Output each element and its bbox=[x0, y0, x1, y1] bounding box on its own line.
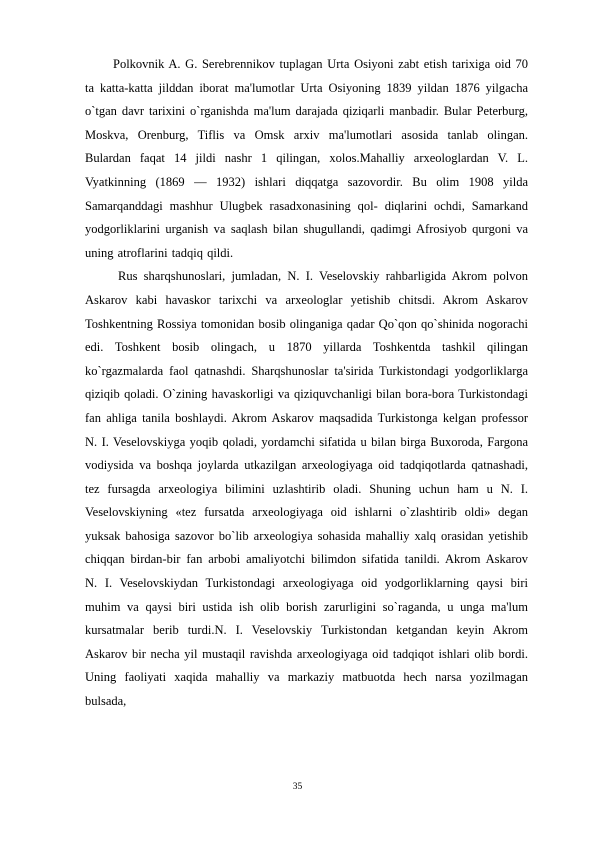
paragraph-1: Polkovnik A. G. Serebrennikov tuplagan Urta Osiyoni zabt etish tarixiga oid 70 ta katta-katta jilddan iborat ma'lumotlar Urta Osiyoning 1839 yildan 1876 yilgacha o`tgan davr tarixini o`rganishda ma'lum darajada qiziqarli manbadir. Bular Peterburg, Moskva, Orenburg, Tiflis va Omsk arxiv ma'lumotlari asosida tanlab olingan. Bulardan faqat 14 jildi nashr 1 qilingan, xolos.Mahalliy arxeologlardan V. L. Vyatkinning (1869 — 1932) ishlari diqqatga sazovordir. Bu olim 1908 yilda Samarqanddagi mashhur Ulugbek rasadxonasining qol- diqlarini ochdi, Samarkand yodgorliklarini urganish va saqlash bilan shugullandi, qadimgi Afrosiyob qurgoni va uning atroflarini tadqiq qildi. bbox=[85, 57, 528, 260]
page-number: 35 bbox=[292, 782, 303, 792]
body-text bbox=[85, 53, 528, 714]
paragraph-2: Rus sharqshunoslari, jumladan, N. I. Veselovskiy rahbarligida Akrom polvon Askarov kabi havaskor tarixchi va arxeologlar yetishib chitsdi. Akrom Askarov Toshkentning Rossiya tomonidan bosib olinganiga qadar Qo`qon qo`shinida nogorachi edi. Toshkent bosib olingach, u 1870 yillarda Toshkentda tashkil qilingan ko`rgazmalarda faol qatnashdi. Sharqshunoslar ta'sirida Turkistondagi yodgorliklarga qiziqib qoladi. O`zining havaskorligi va qiziquvchanligi bilan bora-bora Turkistondagi fan ahliga tanila boshlaydi. Akrom Askarov maqsadida Turkistonga kelgan professor N. I. Veselovskiyga yoqib qoladi, yordamchi sifatida u bilan birga Buxoroda, Fargona vodiysida va boshqa joylarda utkazilgan arxeologiyaga oid tadqiqotlarda qatnashadi, tez fursagda arxeologiya bilimini uzlashtirib oladi. Shuning uchun ham u N. I. Veselovskiyning «tez fursatda arxeologiyaga oid ishlarni o`zlashtirib oldi» degan yuksak bahosiga sazovor bo`lib arxeologiya sohasida mahalliy xalq orasidan yetishib chiqqan birdan-bir fan arbobi amaliyotchi bilimdon sifatida tanildi. Akrom Askarov N. I. Veselovskiydan Turkistondagi arxeologiyaga oid yodgorliklarning qaysi biri muhim va qaysi biri ustida ish olib borish zarurligini so`raganda, u unga ma'lum kursatmalar berib turdi.N. I. Veselovskiy Turkistondan ketgandan keyin Akrom Askarov bir necha yil mustaqil ravishda arxeologiyaga oid tadqiqot ishlari olib bordi. Uning faoliyati xaqida mahalliy va markaziy matbuotda hech narsa yozilmagan bulsada, bbox=[85, 269, 528, 709]
